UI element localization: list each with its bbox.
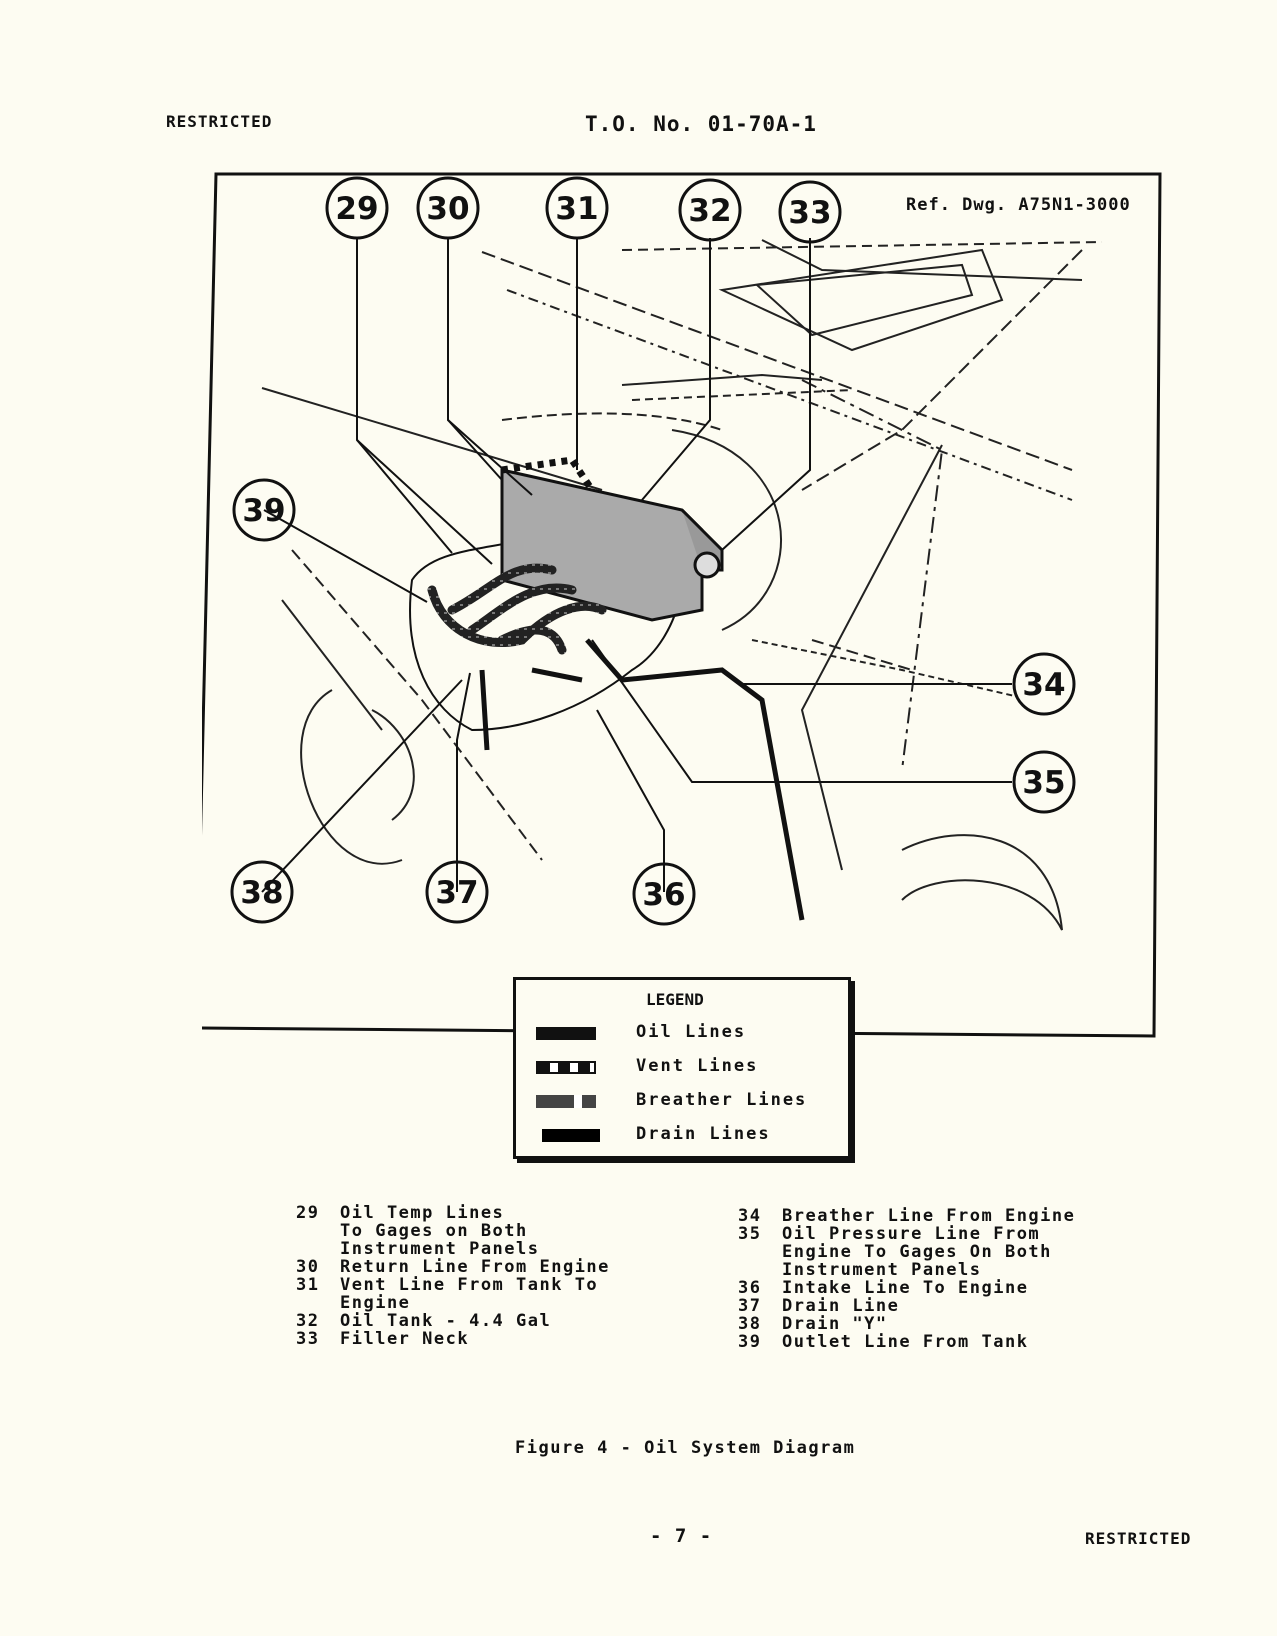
parts-list-right [738,1207,1075,1351]
callout-number: 39 [242,493,286,529]
part-item [296,1258,610,1276]
part-number: 34 [738,1206,762,1226]
legend-label: Drain Lines [636,1124,771,1144]
part-number: 31 [296,1275,320,1295]
part-description: Oil Pressure Line From Engine To Gages On Both Instrument Panels [782,1224,1052,1280]
legend-label: Oil Lines [636,1022,747,1042]
figure-caption: Figure 4 - Oil System Diagram [515,1438,856,1458]
legend-title: LEGEND [646,990,704,1009]
callout-number: 30 [426,191,470,227]
callout-number: 34 [1022,667,1066,703]
diagram-drawing [202,170,1162,1040]
part-description: Intake Line To Engine [782,1278,1029,1298]
part-item [738,1225,1075,1279]
part-description: Oil Tank - 4.4 Gal [340,1311,552,1331]
part-description: Drain Line [782,1296,900,1316]
part-number: 36 [738,1278,762,1298]
callout-number: 36 [642,877,686,913]
part-item [738,1297,1075,1315]
drain-lines-swatch [542,1129,600,1142]
legend-label: Vent Lines [636,1056,759,1076]
page-number: - 7 - [650,1525,713,1547]
part-item [296,1330,610,1348]
part-item [738,1333,1075,1351]
legend-label: Breather Lines [636,1090,808,1110]
part-number: 37 [738,1296,762,1316]
header-restricted: RESTRICTED [166,112,273,131]
part-item [738,1315,1075,1333]
legend [513,977,851,1159]
part-item [738,1279,1075,1297]
part-number: 35 [738,1224,762,1244]
callout-number: 32 [688,193,732,229]
part-description: Drain "Y" [782,1314,888,1334]
vent-lines-swatch [536,1061,596,1074]
parts-list-left [296,1204,610,1348]
oil-system-diagram [202,170,1162,1040]
part-description: Filler Neck [340,1329,470,1349]
oil-lines-swatch [536,1027,596,1040]
part-item [296,1312,610,1330]
part-number: 39 [738,1332,762,1352]
callout-number: 38 [240,875,284,911]
callout-number: 37 [435,875,479,911]
footer-restricted: RESTRICTED [1085,1529,1192,1548]
part-number: 33 [296,1329,320,1349]
part-item [296,1276,610,1312]
document-number: T.O. No. 01-70A-1 [585,112,817,136]
breather-lines-swatch [536,1095,596,1108]
callout-number: 29 [335,191,379,227]
part-description: Outlet Line From Tank [782,1332,1029,1352]
part-description: Vent Line From Tank To Engine [340,1275,599,1313]
part-description: Oil Temp Lines To Gages on Both Instrument Panels [340,1203,540,1259]
callout-number: 35 [1022,765,1066,801]
callout-number: 33 [788,195,832,231]
part-item [738,1207,1075,1225]
part-number: 38 [738,1314,762,1334]
part-description: Breather Line From Engine [782,1206,1076,1226]
callout-number: 31 [555,191,599,227]
part-number: 32 [296,1311,320,1331]
part-item [296,1204,610,1258]
reference-drawing: Ref. Dwg. A75N1-3000 [906,195,1131,215]
part-description: Return Line From Engine [340,1257,610,1277]
part-number: 29 [296,1203,320,1223]
part-number: 30 [296,1257,320,1277]
